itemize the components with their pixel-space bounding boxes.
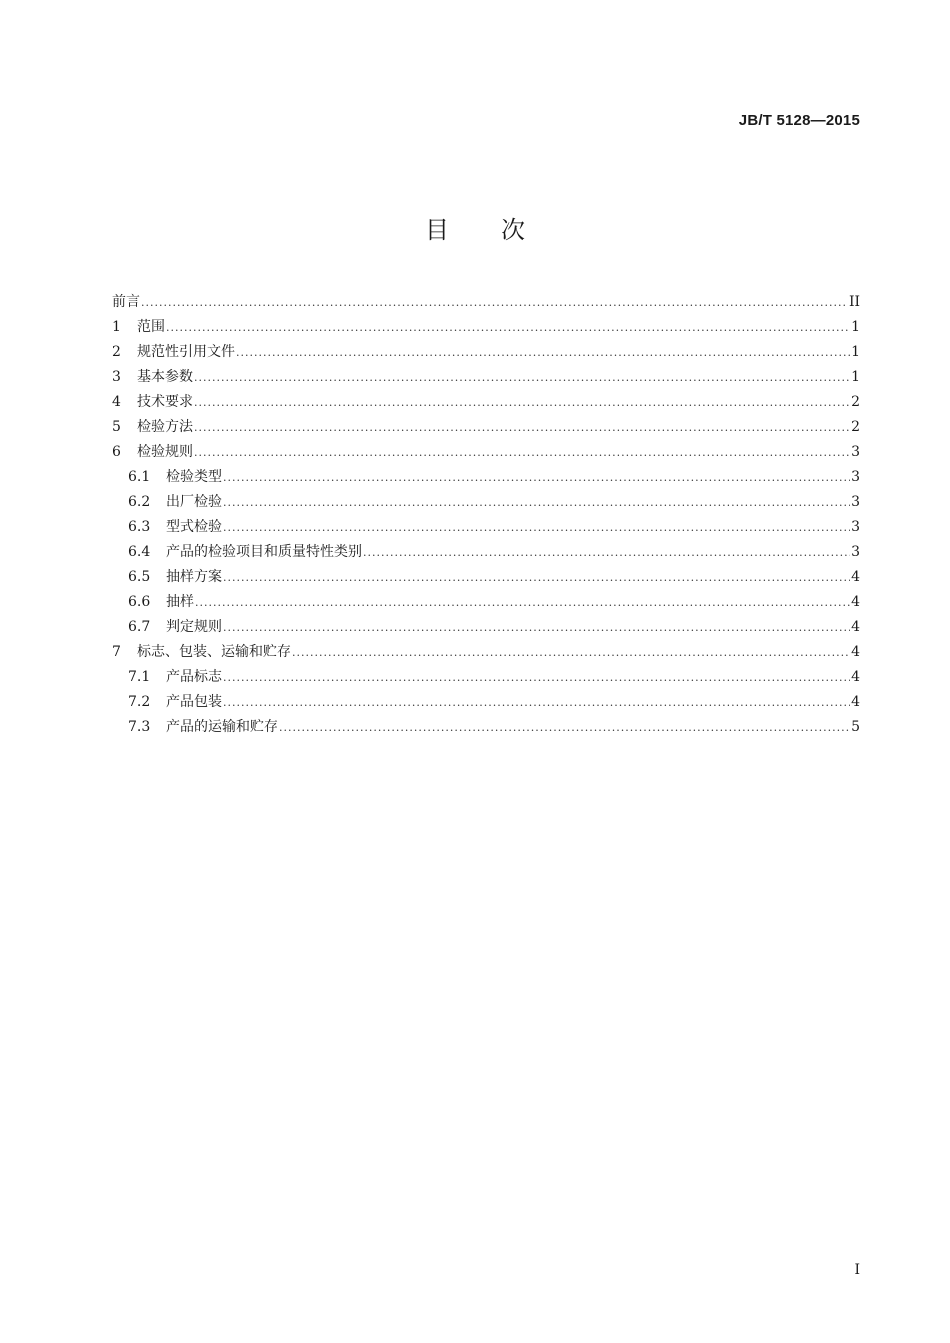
toc-dot-leader xyxy=(194,390,850,415)
toc-entry-page: 2 xyxy=(851,394,860,410)
toc-entry-page: 4 xyxy=(851,619,860,635)
toc-entry-page: 3 xyxy=(851,519,860,535)
toc-dot-leader xyxy=(223,690,850,715)
toc-entry-page: 4 xyxy=(851,569,860,585)
toc-entry-label: 产品的检验项目和质量特性类别 xyxy=(166,544,362,560)
toc-entry-page: 3 xyxy=(851,444,860,460)
toc-entry-7-2[interactable] xyxy=(112,690,860,715)
toc-entry-number: 6.7 xyxy=(128,619,151,635)
toc-entry-page: 2 xyxy=(851,419,860,435)
toc-entry-number: 6.1 xyxy=(128,469,151,485)
toc-entry-label: 型式检验 xyxy=(166,519,222,535)
toc-entry-number: 6.3 xyxy=(128,519,151,535)
toc-dot-leader xyxy=(363,540,850,565)
toc-entry-label: 检验方法 xyxy=(137,419,193,435)
toc-entry-number: 6.2 xyxy=(128,494,151,510)
toc-entry-label: 产品的运输和贮存 xyxy=(166,719,278,735)
toc-entry-6-6[interactable] xyxy=(112,590,860,615)
toc-dot-leader xyxy=(194,440,850,465)
toc-entry-label: 抽样方案 xyxy=(166,569,222,585)
toc-entry-number: 4 xyxy=(112,394,121,410)
toc-entry-6-4[interactable] xyxy=(112,540,860,565)
toc-entry-7-3[interactable] xyxy=(112,715,860,740)
toc-entry-3[interactable] xyxy=(112,365,860,390)
toc-entry-page: 5 xyxy=(851,719,860,735)
toc-entry-page: 4 xyxy=(851,694,860,710)
toc-entry-page: 4 xyxy=(851,669,860,685)
toc-entry-6[interactable] xyxy=(112,440,860,465)
toc-entry-label: 产品包装 xyxy=(166,694,222,710)
toc-entry-page: 3 xyxy=(851,544,860,560)
toc-entry-number: 1 xyxy=(112,319,121,335)
toc-dot-leader xyxy=(223,490,850,515)
toc-dot-leader xyxy=(194,415,850,440)
toc-title-char-2: 次 xyxy=(501,216,525,244)
toc-entry-number: 7.2 xyxy=(128,694,151,710)
toc-dot-leader xyxy=(236,340,850,365)
toc-entry-label: 检验规则 xyxy=(137,444,193,460)
toc-dot-leader xyxy=(279,715,850,740)
toc-dot-leader xyxy=(223,465,850,490)
toc-dot-leader xyxy=(223,665,850,690)
toc-entry-page: 1 xyxy=(851,319,860,335)
toc-entry-7[interactable] xyxy=(112,640,860,665)
toc-entry-label: 出厂检验 xyxy=(166,494,222,510)
toc-entry-number: 2 xyxy=(112,344,121,360)
toc-entry-number: 6 xyxy=(112,444,121,460)
toc-entry-6-2[interactable] xyxy=(112,490,860,515)
toc-dot-leader xyxy=(194,365,850,390)
toc-entry-number: 7 xyxy=(112,644,121,660)
toc-entry-page: 1 xyxy=(851,369,860,385)
toc-dot-leader xyxy=(223,615,850,640)
toc-entry-label: 抽样 xyxy=(166,594,194,610)
toc-entry-label: 技术要求 xyxy=(137,394,193,410)
toc-entry-number: 7.3 xyxy=(128,719,151,735)
toc-dot-leader xyxy=(223,565,850,590)
toc-entry-5[interactable] xyxy=(112,415,860,440)
toc-entry-page: II xyxy=(848,294,860,310)
toc-dot-leader xyxy=(223,515,850,540)
toc-entry-label: 前言 xyxy=(112,294,140,310)
toc-entry-foreword[interactable] xyxy=(112,290,860,315)
toc-entry-6-7[interactable] xyxy=(112,615,860,640)
toc-entry-page: 1 xyxy=(851,344,860,360)
toc-title-char-1: 目 xyxy=(425,216,449,244)
toc-entry-label: 产品标志 xyxy=(166,669,222,685)
toc-entry-7-1[interactable] xyxy=(112,665,860,690)
page-number: I xyxy=(854,1262,860,1278)
toc-entry-label: 标志、包装、运输和贮存 xyxy=(137,644,291,660)
toc-entry-number: 6.4 xyxy=(128,544,151,560)
toc-entry-page: 3 xyxy=(851,469,860,485)
toc-entry-number: 6.6 xyxy=(128,594,151,610)
toc-entry-number: 3 xyxy=(112,369,121,385)
table-of-contents xyxy=(112,290,860,740)
toc-entry-label: 范围 xyxy=(137,319,165,335)
standard-number: JB/T 5128—2015 xyxy=(738,112,860,129)
toc-dot-leader xyxy=(195,590,850,615)
toc-entry-label: 基本参数 xyxy=(137,369,193,385)
toc-entry-6-5[interactable] xyxy=(112,565,860,590)
toc-entry-page: 3 xyxy=(851,494,860,510)
toc-entry-number: 6.5 xyxy=(128,569,151,585)
toc-dot-leader xyxy=(292,640,850,665)
toc-entry-label: 规范性引用文件 xyxy=(137,344,235,360)
toc-title xyxy=(0,210,950,245)
toc-entry-label: 检验类型 xyxy=(166,469,222,485)
toc-entry-1[interactable] xyxy=(112,315,860,340)
toc-entry-2[interactable] xyxy=(112,340,860,365)
toc-dot-leader xyxy=(166,315,850,340)
toc-entry-number: 7.1 xyxy=(128,669,151,685)
toc-entry-page: 4 xyxy=(851,644,860,660)
toc-dot-leader xyxy=(141,290,848,315)
toc-entry-4[interactable] xyxy=(112,390,860,415)
toc-entry-page: 4 xyxy=(851,594,860,610)
toc-entry-6-1[interactable] xyxy=(112,465,860,490)
toc-entry-6-3[interactable] xyxy=(112,515,860,540)
toc-entry-label: 判定规则 xyxy=(166,619,222,635)
toc-entry-number: 5 xyxy=(112,419,121,435)
